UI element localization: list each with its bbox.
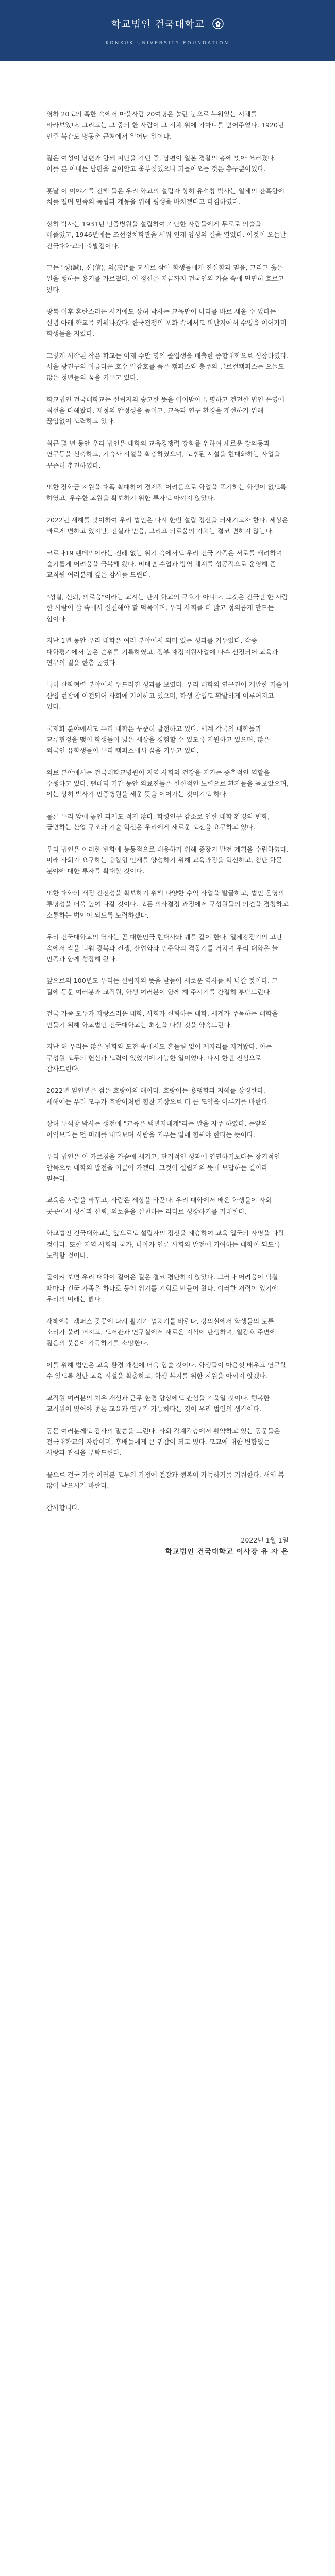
paragraph: 지난 1년 동안 우리 대학은 여러 분야에서 의미 있는 성과를 거두었다. 각종 대학평가에서 높은 순위를 기록하였고, 정부 재정지원사업에 다수 선정되어 교육과 연구의 질을 한층 높였다. [46, 637, 278, 667]
paragraph: 물론 우리 앞에 놓인 과제도 적지 않다. 학령인구 감소로 인한 대학 환경의 변화, 급변하는 산업 구조와 기술 혁신은 우리에게 새로운 도전을 요구하고 있다. [46, 812, 270, 832]
paragraph: 영하 20도의 혹한 속에서 마을사람 20여명은 놀란 눈으로 누워있는 시체를 바라보았다. 그리고는 그 중의 한 사람이 그 시체 위에 가마니를 덮어주었다. 1920년 만주 북간도 명동촌 근처에서 일어난 일이다. [46, 110, 284, 140]
foundation-subtitle: KONKUK UNIVERSITY FOUNDATION [105, 41, 230, 46]
paragraph: 최근 몇 년 동안 우리 법인은 대학의 교육경쟁력 강화를 위하여 새로운 강의동과 연구동을 신축하고, 기숙사 시설을 확충하였으며, 노후된 시설을 현대화하는 사업을 꾸준히 추진하였다. [46, 439, 280, 469]
paragraph: 젊은 여성이 남편과 함께 피난을 가던 중, 남편이 일본 경찰의 총에 맞아 쓰러졌다. 이를 본 아내는 남편을 끌어안고 울부짖었으나 되돌아오는 것은 총구뿐이었다. [46, 154, 276, 173]
paragraph: 특히 산학협력 분야에서 두드러진 성과를 보였다. 우리 대학의 연구진이 개발한 기술이 산업 현장에 이전되어 사회에 기여하고 있으며, 학생 창업도 활발하게 이루어지고 있다. [46, 681, 289, 711]
paragraph: 훗날 이 이야기를 전해 들은 우리 학교의 설립자 상허 유석창 박사는 일제의 잔혹함에 치를 떨며 민족의 독립과 계몽을 위해 평생을 바치겠다고 다짐하였다. [46, 187, 284, 206]
paragraph: 건국 가족 모두가 자랑스러운 대학, 사회가 신뢰하는 대학, 세계가 주목하는 대학을 만들기 위해 학교법인 건국대학교는 최선을 다할 것을 약속드린다. [46, 1010, 278, 1029]
paragraph: 국제화 분야에서도 우리 대학은 꾸준히 발전하고 있다. 세계 각국의 대학들과 교류협정을 맺어 학생들이 넓은 세상을 경험할 수 있도록 지원하고 있으며, 많은 외국인 유학생들이 우리 캠퍼스에서 꿈을 키우고 있다. [46, 724, 270, 755]
paragraph: 코로나19 팬데믹이라는 전례 없는 위기 속에서도 우리 건국 가족은 서로를 배려하며 슬기롭게 어려움을 극복해 왔다. 비대면 수업과 방역 체계를 성공적으로 운영해 준 교직원 여러분께 깊은 감사를 드린다. [46, 549, 282, 579]
paragraph: 2022년 새해를 맞이하여 우리 법인은 다시 한번 설립 정신을 되새기고자 한다. 세상은 빠르게 변하고 있지만, 진실과 믿음, 그리고 의로움의 가치는 결코 변하지 않는다. [46, 516, 289, 535]
paragraph: 학교법인 건국대학교는 설립자의 숭고한 뜻을 이어받아 투명하고 건전한 법인 운영에 최선을 다해왔다. 재정의 안정성을 높이고, 교육과 연구 환경을 개선하기 위해 끊임없이 노력하고 있다. [46, 395, 284, 426]
paragraph: 상허 유석창 박사는 생전에 "교육은 백년지대계"라는 말을 자주 하였다. 눈앞의 이익보다는 먼 미래를 내다보며 사람을 키우는 일에 힘써야 한다는 뜻이다. [46, 1120, 267, 1139]
paragraph: 또한 대학의 재정 건전성을 확보하기 위해 다양한 수익 사업을 발굴하고, 법인 운영의 투명성을 더욱 높여 나갈 것이다. 모든 의사결정 과정에서 구성원들의 의견을 경청하고 소통하는 법인이 되도록 노력하겠다. [46, 889, 289, 919]
paragraph: 동문 여러분께도 감사의 말씀을 드린다. 사회 각계각층에서 활약하고 있는 동문들은 건국대학교의 자랑이며, 후배들에게 큰 귀감이 되고 있다. 모교에 대한 변함없는 사랑과 관심을 부탁드린다. [46, 1427, 280, 1457]
signer-name: 학교법인 건국대학교 이사장 유 자 은 [165, 1548, 289, 1556]
address-date: 2022년 1월 1일 [241, 1536, 289, 1544]
paragraph: 상허 박사는 1931년 민중병원을 설립하여 가난한 사람들에게 무료로 의술을 베풀었고, 1946년에는 조선정치학관을 세워 인재 양성의 길을 열었다. 이것이 오늘날 건국대학교의 출발점이다. [46, 219, 287, 250]
paragraph: 또한 장학금 지원을 대폭 확대하여 경제적 어려움으로 학업을 포기하는 학생이 없도록 하였고, 우수한 교원을 확보하기 위한 투자도 아끼지 않았다. [46, 483, 287, 502]
paragraph: 그렇게 시작된 작은 학교는 이제 수만 명의 졸업생을 배출한 종합대학으로 성장하였다. 서울 광진구의 아름다운 호수 일감호를 품은 캠퍼스와 충주의 글로컬캠퍼스는 오늘도 많은 청년들의 꿈을 키우고 있다. [46, 351, 289, 382]
new-year-address [46, 61, 289, 1557]
paragraph: 광복 이후 혼란스러운 시기에도 상허 박사는 교육만이 나라를 바로 세울 수 있다는 신념 아래 학교를 키워나갔다. 한국전쟁의 포화 속에서도 피난지에서 수업을 이어가며 학생들을 지켰다. [46, 308, 287, 337]
paragraph: 교직원 여러분의 처우 개선과 근무 환경 향상에도 관심을 기울일 것이다. 행복한 교직원이 있어야 좋은 교육과 연구가 가능하다는 것이 우리 법인의 생각이다. [46, 1394, 270, 1413]
foundation-logo [0, 16, 335, 30]
paragraph: 우리 법인은 이 가르침을 가슴에 새기고, 단기적인 성과에 연연하기보다는 장기적인 안목으로 대학의 발전을 이끌어 가겠다. 그것이 설립자의 뜻에 보답하는 길이라 믿는다. [46, 1153, 280, 1182]
paragraph: 지난 해 우리는 많은 변화와 도전 속에서도 흔들림 없이 제자리를 지켜왔다. 이는 구성원 모두의 헌신과 노력이 있었기에 가능한 일이었다. 다시 한번 진심으로 감사드린다. [46, 1043, 272, 1073]
paragraph: 감사합니다. [46, 1503, 80, 1512]
paragraph: 교육은 사람을 바꾸고, 사람은 세상을 바꾼다. 우리 대학에서 배운 학생들이 사회 곳곳에서 성실과 신뢰, 의로움을 실천하는 리더로 성장하기를 기대한다. [46, 1196, 272, 1215]
foundation-title: 학교법인 건국대학교 [111, 19, 205, 30]
header-banner [0, 0, 335, 61]
paragraph: 우리 건국대학교의 역사는 곧 대한민국 현대사와 궤를 같이 한다. 일제강점기의 고난 속에서 싹을 틔워 광복과 전쟁, 산업화와 민주화의 격동기를 거치며 우리 대학은 늘 민족과 함께 성장해 왔다. [46, 933, 282, 963]
paragraph: 그는 "성(誠), 신(信), 의(義)"를 교시로 삼아 학생들에게 진실함과 믿음, 그리고 옳은 일을 행하는 용기를 가르쳤다. 이 정신은 지금까지 건국인의 가슴 속에 면면히 흐르고 있다. [46, 264, 284, 294]
paragraph: 우리 법인은 이러한 변화에 능동적으로 대응하기 위해 중장기 발전 계획을 수립하였다. 미래 사회가 요구하는 융합형 인재를 양성하기 위해 교육과정을 혁신하고, 첨단 학문 분야에 대한 투자를 확대할 것이다. [46, 845, 289, 875]
university-emblem-icon [212, 18, 224, 29]
paragraph: 의료 분야에서는 건국대학교병원이 지역 사회의 건강을 지키는 중추적인 역할을 수행하고 있다. 팬데믹 기간 동안 의료진들은 헌신적인 노력으로 환자들을 돌보았으며, 이는 상허 박사가 민중병원을 세운 뜻을 이어가는 것이기도 하다. [46, 768, 289, 799]
paragraph: 돌이켜 보면 우리 대학이 걸어온 길은 결코 평탄하지 않았다. 그러나 어려움이 닥칠 때마다 건국 가족은 하나로 뭉쳐 위기를 기회로 만들어 왔다. 이러한 저력이 있기에 우리의 미래는 밝다. [46, 1273, 278, 1303]
closing-signature [46, 1535, 289, 1557]
paragraph: 학교법인 건국대학교는 앞으로도 설립자의 정신을 계승하여 교육 입국의 사명을 다할 것이다. 또한 지역 사회와 국가, 나아가 인류 사회의 발전에 기여하는 대학이 되도록 노력할 것이다. [46, 1229, 284, 1259]
paragraph: 끝으로 건국 가족 여러분 모두의 가정에 건강과 행복이 가득하기를 기원한다. 새해 복 많이 받으시기 바란다. [46, 1470, 284, 1490]
paragraph: 2022년 임인년은 검은 호랑이의 해이다. 호랑이는 용맹함과 지혜를 상징한다. 새해에는 우리 모두가 호랑이처럼 힘찬 기상으로 더 큰 도약을 이루기를 바란다. [46, 1087, 270, 1106]
paragraph: "성실, 신뢰, 의로움"이라는 교시는 단지 학교의 구호가 아니다. 그것은 건국인 한 사람 한 사람이 삶 속에서 실천해야 할 덕목이며, 우리 사회를 더 밝고 정의롭게 만드는 힘이다. [46, 593, 289, 623]
paragraph: 이를 위해 법인은 교육 환경 개선에 더욱 힘쓸 것이다. 학생들이 마음껏 배우고 연구할 수 있도록 첨단 교육 시설을 확충하고, 학생 복지를 위한 지원을 아끼지 않겠다. [46, 1361, 287, 1380]
paragraph: 새해에는 캠퍼스 곳곳에 다시 활기가 넘치기를 바란다. 강의실에서 학생들의 토론 소리가 울려 퍼지고, 도서관과 연구실에서 새로운 지식이 탄생하며, 일감호 주변에 젊음의 웃음이 가득하기를 소망한다. [46, 1317, 276, 1347]
paragraph: 앞으로의 100년도 우리는 설립자의 뜻을 받들어 새로운 역사를 써 나갈 것이다. 그 길에 동문 여러분과 교직원, 학생 여러분이 함께 해 주시기를 간절히 부탁드린다. [46, 977, 278, 996]
